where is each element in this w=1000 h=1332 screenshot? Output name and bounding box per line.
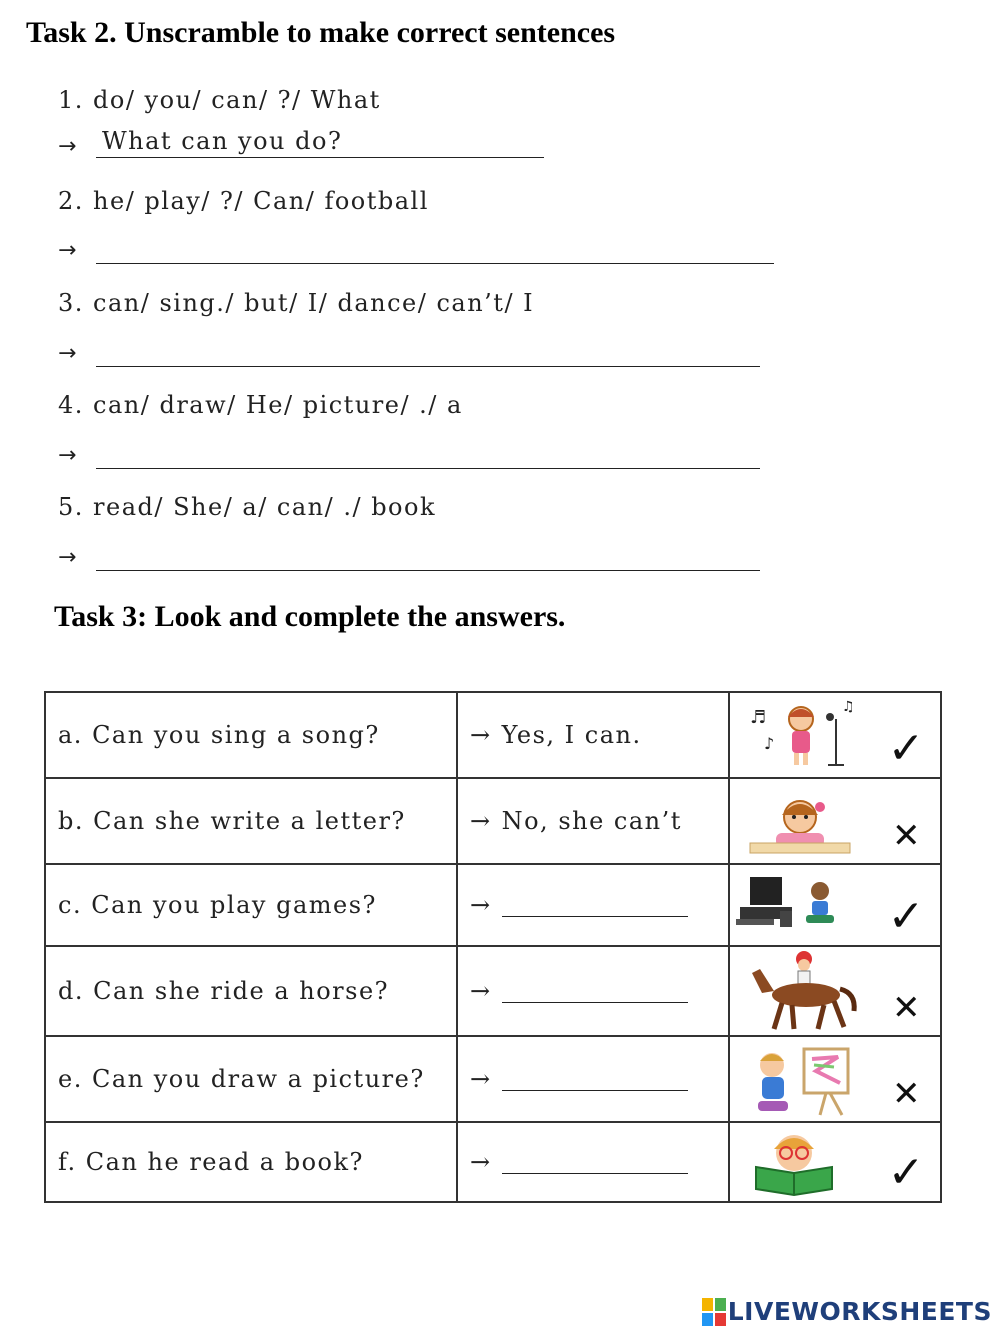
arrow-icon: → xyxy=(58,238,77,263)
task2-answer-5[interactable] xyxy=(96,541,760,571)
task3-answer-f-blank[interactable] xyxy=(502,1151,688,1174)
task3-question-c: c. Can you play games? xyxy=(45,864,457,946)
task3-answer-cell-d xyxy=(457,946,729,1036)
task3-picture-cell-f xyxy=(729,1122,941,1202)
arrow-icon: → xyxy=(58,341,77,366)
task3-answer-e-input[interactable] xyxy=(502,1070,692,1096)
task2-answer-5-input[interactable] xyxy=(102,541,760,570)
task2-question-1: 1. do/ you/ can/ ?/ What xyxy=(58,86,381,114)
task2-answer-2-input[interactable] xyxy=(102,234,774,263)
task3-question-a: a. Can you sing a song? xyxy=(45,692,457,778)
task3-answer-d-blank[interactable] xyxy=(502,980,688,1003)
table-row xyxy=(45,864,941,946)
cross-mark-icon: ✕ xyxy=(892,1074,922,1114)
table-row xyxy=(45,1122,941,1202)
task3-question-f: f. Can he read a book? xyxy=(45,1122,457,1202)
task2-answer-1-text: What can you do? xyxy=(102,127,343,155)
arrow-icon: → xyxy=(58,443,77,468)
task2-question-2: 2. he/ play/ ?/ Can/ football xyxy=(58,187,429,215)
task3-answer-cell-c xyxy=(457,864,729,946)
girl-writing-icon xyxy=(746,793,856,859)
arrow-icon: → xyxy=(470,721,492,749)
arrow-icon: → xyxy=(470,1065,492,1093)
table-row xyxy=(45,778,941,864)
girl-riding-horse-icon xyxy=(744,949,864,1033)
task3-answer-cell-e xyxy=(457,1036,729,1122)
task3-answer-cell-f xyxy=(457,1122,729,1202)
task3-answer-f-input[interactable] xyxy=(502,1153,692,1179)
boy-computer-games-icon xyxy=(736,873,846,933)
task2-answer-4-input[interactable] xyxy=(102,439,760,468)
task3-question-b: b. Can she write a letter? xyxy=(45,778,457,864)
task2-answer-1[interactable] xyxy=(96,128,544,158)
task2-title: Task 2. Unscramble to make correct sentences xyxy=(26,16,616,49)
task3-answer-cell-b xyxy=(457,778,729,864)
task3-answer-cell-a xyxy=(457,692,729,778)
svg-text:♬: ♬ xyxy=(750,707,768,728)
task3-answer-e-blank[interactable] xyxy=(502,1068,688,1091)
task3-table xyxy=(44,691,942,1203)
task3-answer-c-blank[interactable] xyxy=(502,894,688,917)
task3-answer-b: No, she can’t xyxy=(501,807,682,835)
boy-painting-icon xyxy=(750,1043,860,1117)
arrow-icon: → xyxy=(470,1148,492,1176)
table-row xyxy=(45,946,941,1036)
arrow-icon: → xyxy=(470,807,492,835)
girl-singing-icon xyxy=(746,697,866,767)
liveworksheets-logo xyxy=(702,1297,992,1326)
task3-picture-cell-d xyxy=(729,946,941,1036)
task2-question-5: 5. read/ She/ a/ can/ ./ book xyxy=(58,493,436,521)
task2-answer-2[interactable] xyxy=(96,234,774,264)
task2-question-3: 3. can/ sing./ but/ I/ dance/ can’t/ I xyxy=(58,289,535,317)
table-row xyxy=(45,1036,941,1122)
arrow-icon: → xyxy=(58,134,77,159)
task3-question-d: d. Can she ride a horse? xyxy=(45,946,457,1036)
table-row xyxy=(45,692,941,778)
task3-question-e: e. Can you draw a picture? xyxy=(45,1036,457,1122)
task3-answer-c-input[interactable] xyxy=(502,896,692,922)
task2-answer-3-input[interactable] xyxy=(102,337,760,366)
task2-answer-4[interactable] xyxy=(96,439,760,469)
task2-answer-3[interactable] xyxy=(96,337,760,367)
arrow-icon: → xyxy=(58,545,77,570)
task3-picture-cell-a xyxy=(729,692,941,778)
task3-picture-cell-e xyxy=(729,1036,941,1122)
task3-answer-d-input[interactable] xyxy=(502,982,692,1008)
svg-text:♫: ♫ xyxy=(842,699,857,715)
arrow-icon: → xyxy=(470,891,492,919)
check-mark-icon: ✓ xyxy=(887,723,926,774)
svg-text:♪: ♪ xyxy=(764,734,776,753)
check-mark-icon: ✓ xyxy=(887,1147,926,1198)
liveworksheets-logo-text: LIVEWORKSHEETS xyxy=(727,1297,992,1326)
task2-question-4: 4. can/ draw/ He/ picture/ ./ a xyxy=(58,391,463,419)
task3-picture-cell-b xyxy=(729,778,941,864)
task3-title: Task 3: Look and complete the answers. xyxy=(54,600,566,633)
cross-mark-icon: ✕ xyxy=(892,816,922,856)
task3-picture-cell-c xyxy=(729,864,941,946)
boy-reading-icon xyxy=(746,1129,856,1199)
check-mark-icon: ✓ xyxy=(887,891,926,942)
liveworksheets-badge-icon xyxy=(702,1298,726,1326)
task3-answer-a: Yes, I can. xyxy=(501,721,642,749)
arrow-icon: → xyxy=(470,977,492,1005)
cross-mark-icon: ✕ xyxy=(892,988,922,1028)
